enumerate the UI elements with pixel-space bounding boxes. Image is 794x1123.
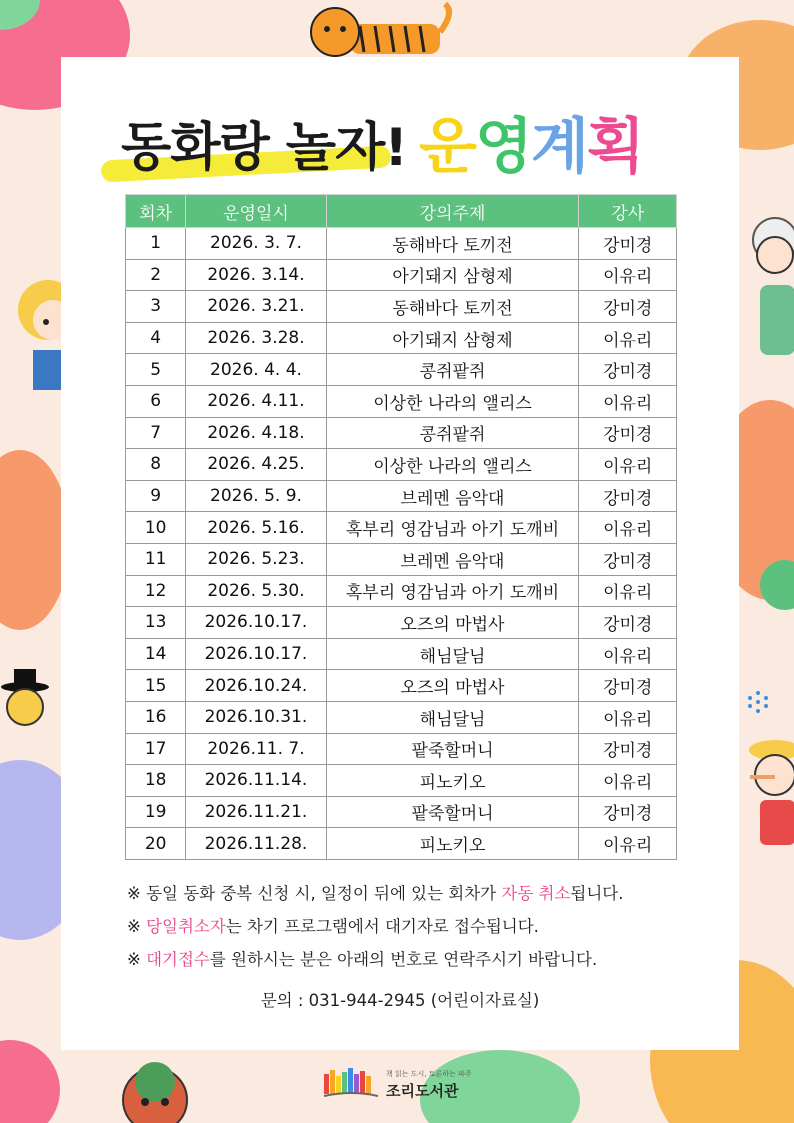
cell-topic: 아기돼지 삼형제 xyxy=(326,322,579,354)
library-logo xyxy=(322,1066,482,1106)
blue-dots-decoration xyxy=(746,690,770,714)
title-colored-text xyxy=(419,99,643,185)
cell-session: 10 xyxy=(126,512,186,544)
note-highlight: 대기접수 xyxy=(146,950,210,969)
table-row xyxy=(126,638,677,670)
cell-session: 15 xyxy=(126,670,186,702)
cell-date: 2026. 5.23. xyxy=(186,543,326,575)
cell-instructor: 이유리 xyxy=(579,701,677,733)
cell-instructor: 이유리 xyxy=(579,259,677,291)
grandfather-illustration xyxy=(745,205,794,365)
cell-instructor: 강미경 xyxy=(579,733,677,765)
cell-date: 2026.11.14. xyxy=(186,765,326,797)
tiger-illustration xyxy=(305,2,455,62)
cell-topic: 팥죽할머니 xyxy=(326,733,579,765)
cell-topic: 혹부리 영감님과 아기 도깨비 xyxy=(326,512,579,544)
cell-session: 17 xyxy=(126,733,186,765)
cell-session: 3 xyxy=(126,291,186,323)
table-row xyxy=(126,385,677,417)
cell-session: 4 xyxy=(126,322,186,354)
cell-session: 20 xyxy=(126,828,186,860)
title-char: 획 xyxy=(586,112,643,182)
cell-instructor: 이유리 xyxy=(579,385,677,417)
note-highlight: 자동 취소 xyxy=(501,884,571,903)
table-row xyxy=(126,796,677,828)
cell-topic: 브레멘 음악대 xyxy=(326,480,579,512)
cell-instructor: 강미경 xyxy=(579,291,677,323)
goblin-illustration xyxy=(115,1060,195,1123)
cell-session: 9 xyxy=(126,480,186,512)
cell-instructor: 이유리 xyxy=(579,828,677,860)
note-prefix: ※ xyxy=(127,917,147,936)
cell-topic: 콩쥐팥쥐 xyxy=(326,354,579,386)
table-row xyxy=(126,733,677,765)
cell-session: 16 xyxy=(126,701,186,733)
table-row xyxy=(126,607,677,639)
table-row xyxy=(126,512,677,544)
table-row xyxy=(126,701,677,733)
cell-session: 12 xyxy=(126,575,186,607)
notes-list xyxy=(127,877,687,976)
cell-session: 18 xyxy=(126,765,186,797)
cell-instructor: 강미경 xyxy=(579,354,677,386)
column-header-topic: 강의주제 xyxy=(326,195,579,228)
column-header-session: 회차 xyxy=(126,195,186,228)
cell-topic: 이상한 나라의 앨리스 xyxy=(326,385,579,417)
orange-leaf-decoration xyxy=(0,450,70,630)
cell-topic: 혹부리 영감님과 아기 도깨비 xyxy=(326,575,579,607)
cell-date: 2026. 5.30. xyxy=(186,575,326,607)
table-row xyxy=(126,828,677,860)
cell-topic: 동해바다 토끼전 xyxy=(326,228,579,260)
cell-session: 11 xyxy=(126,543,186,575)
cell-instructor: 이유리 xyxy=(579,449,677,481)
contact-info: 문의 : 031-944-2945 (어린이자료실) xyxy=(260,991,540,1010)
cell-instructor: 강미경 xyxy=(579,607,677,639)
gat-character-illustration xyxy=(0,665,55,740)
cell-instructor: 강미경 xyxy=(579,543,677,575)
cell-topic: 팥죽할머니 xyxy=(326,796,579,828)
table-row xyxy=(126,354,677,386)
cell-topic: 해님달님 xyxy=(326,638,579,670)
cell-date: 2026.10.17. xyxy=(186,638,326,670)
table-row xyxy=(126,228,677,260)
cell-date: 2026. 3.14. xyxy=(186,259,326,291)
schedule-table xyxy=(125,194,677,860)
cell-session: 1 xyxy=(126,228,186,260)
cell-instructor: 강미경 xyxy=(579,417,677,449)
cell-session: 5 xyxy=(126,354,186,386)
note-item xyxy=(127,877,687,910)
cell-instructor: 이유리 xyxy=(579,575,677,607)
table-row xyxy=(126,291,677,323)
cell-instructor: 강미경 xyxy=(579,228,677,260)
cell-date: 2026. 3.28. xyxy=(186,322,326,354)
cell-date: 2026. 4.25. xyxy=(186,449,326,481)
note-item xyxy=(127,910,687,943)
cell-topic: 해님달님 xyxy=(326,701,579,733)
cell-date: 2026. 5.16. xyxy=(186,512,326,544)
logo-name: 조리도서관 xyxy=(386,1082,459,1100)
column-header-instructor: 강사 xyxy=(579,195,677,228)
bookshelf-logo-icon xyxy=(322,1066,382,1098)
cell-date: 2026. 3.21. xyxy=(186,291,326,323)
cell-instructor: 이유리 xyxy=(579,638,677,670)
cell-topic: 오즈의 마법사 xyxy=(326,670,579,702)
title-char: 영 xyxy=(474,112,531,182)
table-row xyxy=(126,670,677,702)
cell-instructor: 강미경 xyxy=(579,796,677,828)
table-row xyxy=(126,259,677,291)
cell-date: 2026. 3. 7. xyxy=(186,228,326,260)
table-row xyxy=(126,765,677,797)
title-char: 계 xyxy=(530,112,587,182)
note-item xyxy=(127,943,687,976)
cell-date: 2026. 4.18. xyxy=(186,417,326,449)
table-row xyxy=(126,449,677,481)
cell-date: 2026. 4.11. xyxy=(186,385,326,417)
cell-date: 2026.10.31. xyxy=(186,701,326,733)
cell-topic: 피노키오 xyxy=(326,765,579,797)
pinocchio-illustration xyxy=(745,735,794,860)
cell-session: 2 xyxy=(126,259,186,291)
title-char: 운 xyxy=(419,112,475,182)
table-row xyxy=(126,322,677,354)
logo-tagline: 책 읽는 도시, 토론하는 파주 xyxy=(386,1070,472,1078)
table-row xyxy=(126,575,677,607)
cell-session: 14 xyxy=(126,638,186,670)
column-header-date: 운영일시 xyxy=(186,195,326,228)
cell-topic: 이상한 나라의 앨리스 xyxy=(326,449,579,481)
schedule-card xyxy=(61,57,739,1050)
note-prefix: ※ xyxy=(127,950,147,969)
note-prefix: ※ 동일 동화 중복 신청 시, 일정이 뒤에 있는 회차가 xyxy=(127,884,502,903)
cell-session: 19 xyxy=(126,796,186,828)
cell-session: 6 xyxy=(126,385,186,417)
note-suffix: 를 원하시는 분은 아래의 번호로 연락주시기 바랍니다. xyxy=(209,950,598,969)
cell-topic: 오즈의 마법사 xyxy=(326,607,579,639)
table-row xyxy=(126,543,677,575)
note-suffix: 는 차기 프로그램에서 대기자로 접수됩니다. xyxy=(225,917,539,936)
cell-date: 2026.10.24. xyxy=(186,670,326,702)
note-suffix: 됩니다. xyxy=(570,884,624,903)
table-header-row xyxy=(126,195,677,228)
cell-instructor: 이유리 xyxy=(579,322,677,354)
note-highlight: 당일취소자 xyxy=(146,917,226,936)
cell-topic: 피노키오 xyxy=(326,828,579,860)
cell-topic: 브레멘 음악대 xyxy=(326,543,579,575)
alice-illustration xyxy=(8,270,68,410)
page-title xyxy=(61,95,739,185)
title-main-text: 동화랑 놀자! xyxy=(121,118,407,178)
cell-session: 8 xyxy=(126,449,186,481)
table-body xyxy=(126,228,677,860)
cell-topic: 동해바다 토끼전 xyxy=(326,291,579,323)
cell-date: 2026.11. 7. xyxy=(186,733,326,765)
cell-instructor: 강미경 xyxy=(579,670,677,702)
cell-instructor: 이유리 xyxy=(579,765,677,797)
cell-date: 2026. 5. 9. xyxy=(186,480,326,512)
table-row xyxy=(126,417,677,449)
cell-date: 2026.11.28. xyxy=(186,828,326,860)
cell-topic: 콩쥐팥쥐 xyxy=(326,417,579,449)
cell-instructor: 이유리 xyxy=(579,512,677,544)
table-row xyxy=(126,480,677,512)
cell-session: 7 xyxy=(126,417,186,449)
cell-instructor: 강미경 xyxy=(579,480,677,512)
cell-date: 2026.11.21. xyxy=(186,796,326,828)
cell-date: 2026.10.17. xyxy=(186,607,326,639)
cell-date: 2026. 4. 4. xyxy=(186,354,326,386)
cell-topic: 아기돼지 삼형제 xyxy=(326,259,579,291)
cell-session: 13 xyxy=(126,607,186,639)
pink-bottom-decoration xyxy=(0,1040,60,1123)
